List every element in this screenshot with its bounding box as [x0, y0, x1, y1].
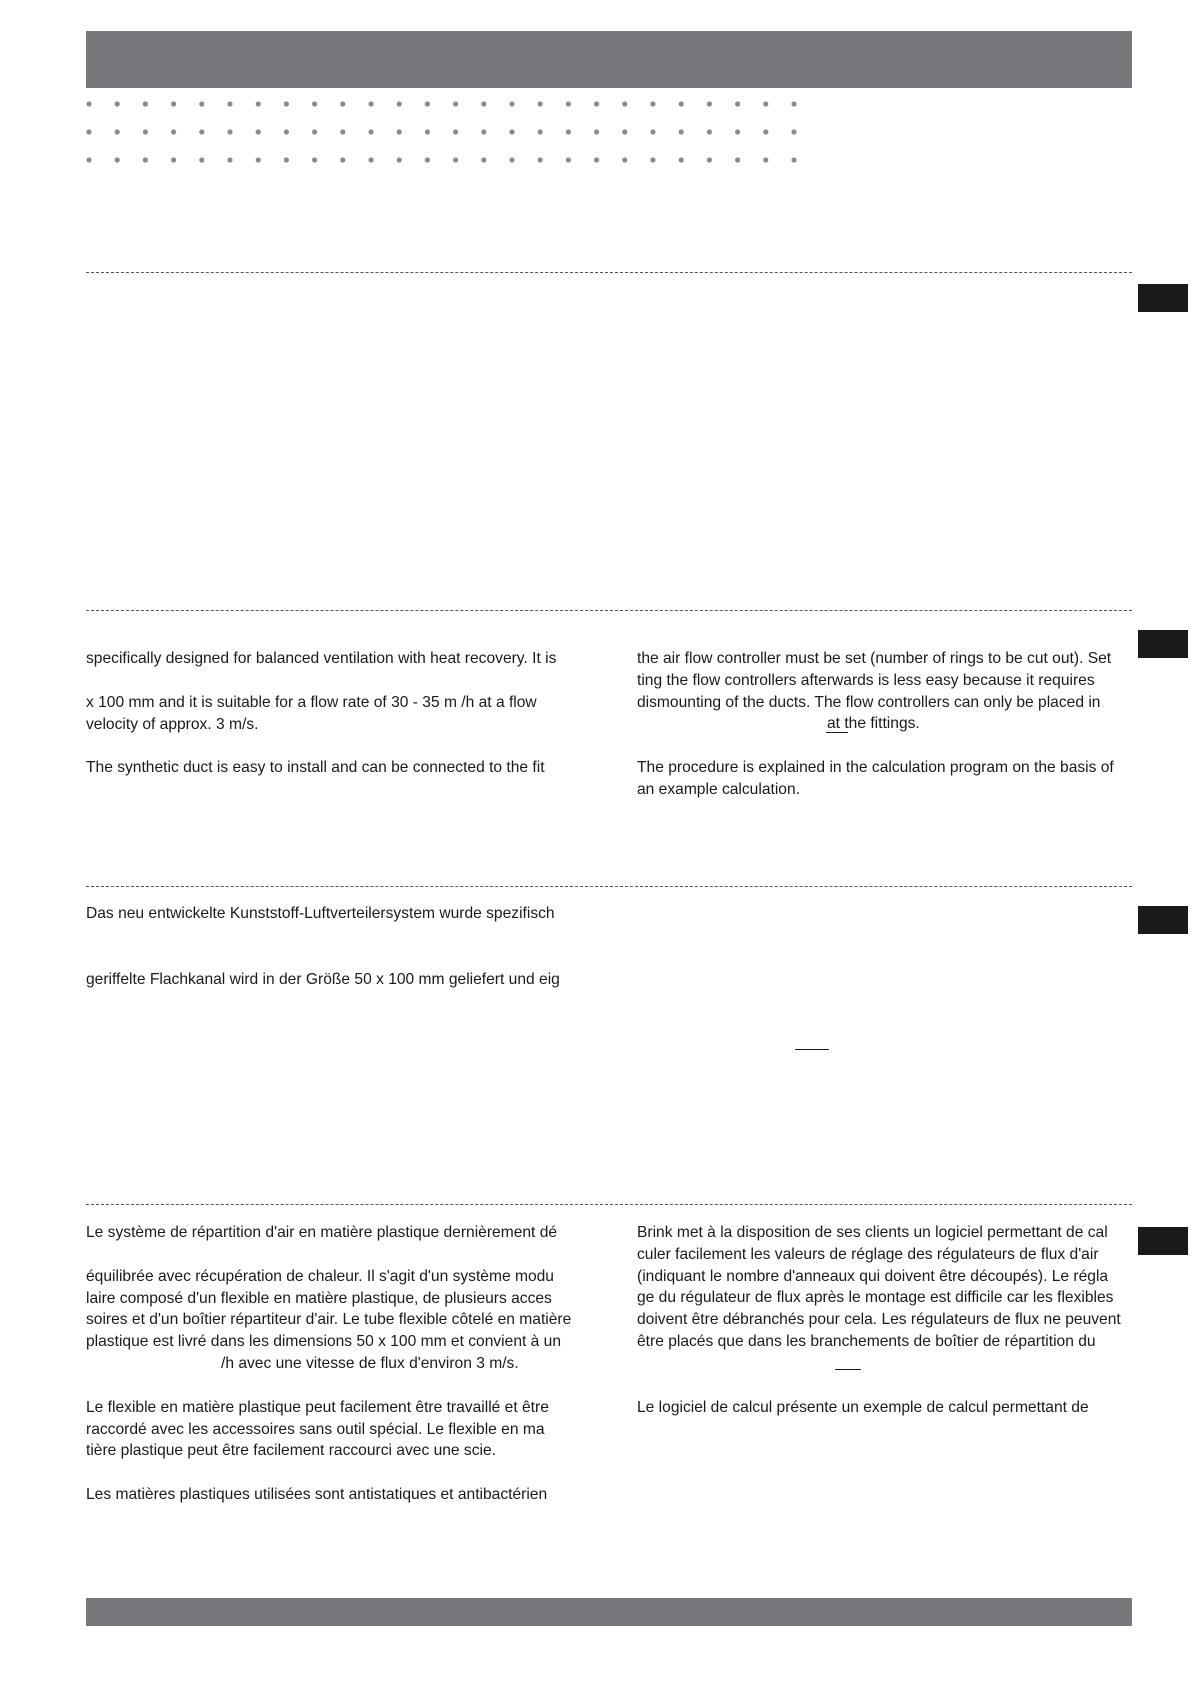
dot [143, 157, 148, 162]
dot [481, 101, 486, 106]
text-line: (indiquant le nombre d'anneaux qui doivent être découpés). Le régla [637, 1267, 1109, 1285]
language-tab [1138, 1227, 1188, 1255]
dot [594, 101, 599, 106]
dot [791, 101, 796, 106]
dot [425, 101, 430, 106]
dot [397, 101, 402, 106]
dot [566, 101, 571, 106]
dot [509, 101, 514, 106]
text-line: Das neu entwickelte Kunststoff-Luftverteilersystem wurde spezifisch [86, 905, 555, 922]
dot [622, 129, 627, 134]
text-line: ting the flow controllers afterwards is less easy because it requires [637, 671, 1095, 689]
dot [735, 157, 740, 162]
dot [679, 129, 684, 134]
dot [707, 157, 712, 162]
text-line: The synthetic duct is easy to install and can be connected to the fit [86, 759, 545, 777]
text-line: soires et d'un boîtier répartiteur d'air. Le tube flexible côtelé en matière [86, 1311, 572, 1329]
dot [594, 157, 599, 162]
text-line: an example calculation. [637, 780, 800, 798]
dot [199, 129, 204, 134]
dot [481, 157, 486, 162]
dot [340, 157, 345, 162]
text-line: Les matières plastiques utilisées sont antistatiques et antibactérien [86, 1486, 548, 1504]
text-line: plastique est livré dans les dimensions 50 x 100 mm et convient à un [86, 1333, 562, 1351]
text-line: équilibrée avec récupération de chaleur. Il s'agit d'un système modu [86, 1267, 554, 1285]
dot [425, 157, 430, 162]
language-tab [1138, 630, 1188, 658]
dot [538, 157, 543, 162]
section-divider [86, 886, 1132, 887]
german-left-column [86, 903, 581, 991]
dot [509, 157, 514, 162]
dot [791, 129, 796, 134]
dot [171, 129, 176, 134]
text-line: The procedure is explained in the calculation program on the basis of [637, 759, 1114, 777]
dot [481, 129, 486, 134]
dot [679, 157, 684, 162]
text-line: specifically designed for balanced ventilation with heat recovery. It is [86, 650, 557, 667]
text-line: velocity of approx. 3 m/s. [86, 715, 259, 733]
dot-pattern [86, 97, 806, 169]
dot [763, 101, 768, 106]
underline-mark [826, 732, 848, 733]
dot [397, 129, 402, 134]
dot [763, 129, 768, 134]
dot [735, 101, 740, 106]
dot [397, 157, 402, 162]
language-tab [1138, 906, 1188, 934]
dot [566, 129, 571, 134]
dot [199, 157, 204, 162]
dot [340, 129, 345, 134]
dot [115, 129, 120, 134]
dot [622, 157, 627, 162]
text-line: Le flexible en matière plastique peut facilement être travaillé et être [86, 1398, 549, 1416]
dot [227, 157, 232, 162]
text-line: x 100 mm and it is suitable for a flow rate of 30 - 35 m /h at a flow [86, 693, 537, 711]
dot [227, 101, 232, 106]
text-line: culer facilement les valeurs de réglage des régulateurs de flux d'air [637, 1245, 1099, 1263]
dot [763, 157, 768, 162]
text-line: doivent être débranchés pour cela. Les régulateurs de flux ne peuvent [637, 1311, 1121, 1329]
dot [453, 157, 458, 162]
dot [312, 157, 317, 162]
dot [115, 157, 120, 162]
text-line: Brink met à la disposition de ses clients un logiciel permettant de cal [637, 1224, 1108, 1241]
dot [284, 157, 289, 162]
dot [650, 157, 655, 162]
dot [227, 129, 232, 134]
dot [368, 157, 373, 162]
dot [312, 129, 317, 134]
dot [453, 129, 458, 134]
text-line: the air flow controller must be set (number of rings to be cut out). Set [637, 650, 1112, 667]
dot [791, 157, 796, 162]
dot [256, 157, 261, 162]
text-line: geriffelte Flachkanal wird in der Größe 50 x 100 mm geliefert und eig [86, 970, 560, 988]
section-divider [86, 610, 1132, 611]
underline-mark [795, 1049, 829, 1050]
text-line: at the fittings. [827, 715, 920, 733]
dot [199, 101, 204, 106]
dot [256, 129, 261, 134]
dot [368, 101, 373, 106]
section-divider [86, 1204, 1132, 1205]
dot [509, 129, 514, 134]
text-line: /h avec une vitesse de flux d'environ 3 m/s. [221, 1354, 519, 1372]
dot [312, 101, 317, 106]
underline-mark [835, 1369, 861, 1370]
dot [368, 129, 373, 134]
text-line: Le logiciel de calcul présente un exemple de calcul permettant de [637, 1398, 1089, 1416]
footer-bar [86, 1598, 1132, 1626]
dot [650, 101, 655, 106]
dot [679, 101, 684, 106]
dot [594, 129, 599, 134]
text-line: Le système de répartition d'air en matière plastique dernièrement dé [86, 1224, 558, 1241]
text-line: dismounting of the ducts. The flow controllers can only be placed in [637, 693, 1101, 711]
english-left-column [86, 648, 581, 779]
dot [171, 157, 176, 162]
dot [622, 101, 627, 106]
text-line: laire composé d'un flexible en matière plastique, de plusieurs acces [86, 1289, 552, 1307]
section-divider [86, 272, 1132, 273]
english-right-column [637, 648, 1132, 801]
text-line: être placés que dans les branchements de boîtier de répartition du [637, 1332, 1096, 1350]
dot [256, 101, 261, 106]
dot [86, 157, 91, 162]
dot [650, 129, 655, 134]
dot [86, 101, 91, 106]
dot [425, 129, 430, 134]
dot [707, 101, 712, 106]
dot [171, 101, 176, 106]
dot [86, 129, 91, 134]
header-bar [86, 31, 1132, 88]
text-line: tière plastique peut être facilement raccourci avec une scie. [86, 1442, 496, 1460]
text-line: ge du régulateur de flux après le montage est difficile car les flexibles [637, 1289, 1114, 1307]
dot [143, 101, 148, 106]
dot [284, 129, 289, 134]
dot [707, 129, 712, 134]
dot [143, 129, 148, 134]
dot [340, 101, 345, 106]
language-tab [1138, 284, 1188, 312]
dot [566, 157, 571, 162]
dot [453, 101, 458, 106]
dot [538, 129, 543, 134]
french-left-column [86, 1222, 581, 1506]
dot [538, 101, 543, 106]
dot [115, 101, 120, 106]
dot [284, 101, 289, 106]
dot [735, 129, 740, 134]
text-line: raccordé avec les accessoires sans outil spécial. Le flexible en ma [86, 1420, 545, 1438]
french-right-column [637, 1222, 1132, 1419]
